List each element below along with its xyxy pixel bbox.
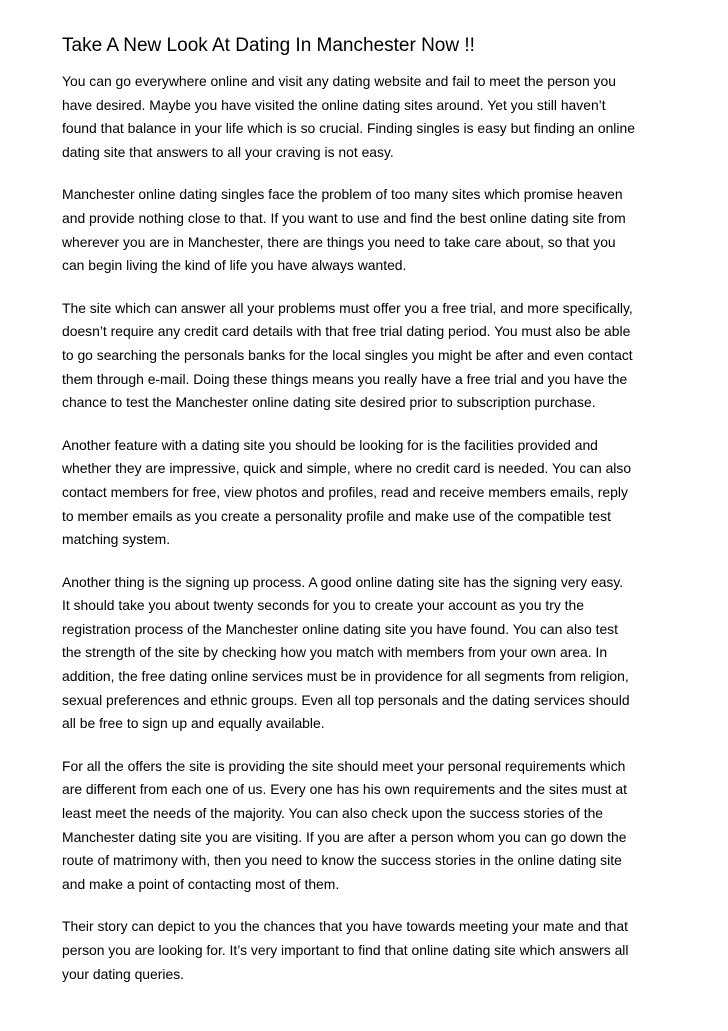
paragraph-line: doesn’t require any credit card details with that free trial dating period. You must also be able	[62, 323, 631, 340]
paragraph	[62, 915, 672, 986]
paragraph	[62, 297, 672, 415]
paragraph-line: For all the offers the site is providing the site should meet your personal requirements which	[62, 757, 626, 774]
document-body	[62, 70, 672, 986]
paragraph-line: You can go everywhere online and visit any dating website and fail to meet the person you	[62, 73, 616, 89]
paragraph-line: Another thing is the signing up process. A good online dating site has the signing very easy.	[62, 573, 624, 590]
paragraph	[62, 70, 672, 164]
paragraph-line: Manchester online dating singles face the problem of too many sites which promise heaven	[62, 186, 623, 203]
paragraph-line: route of matrimony with, then you need to know the success stories in the online dating site	[62, 852, 622, 869]
paragraph-line: all be free to sign up and equally available.	[62, 715, 325, 732]
paragraph-line: whether they are impressive, quick and simple, where no credit card is needed. You can also	[62, 460, 632, 477]
paragraph-line: your dating queries.	[62, 965, 185, 982]
paragraph-line: matching system.	[62, 531, 171, 548]
paragraph-line: to go searching the personals banks for the local singles you might be after and even contact	[62, 346, 633, 363]
paragraph-line: sexual preferences and ethnic groups. Even all top personals and the dating services should	[62, 691, 630, 708]
paragraph-line: are different from each one of us. Every one has his own requirements and the sites must at	[62, 781, 627, 798]
paragraph-line: them through e-mail. Doing these things means you really have a free trial and you have the	[62, 370, 628, 387]
paragraph-line: wherever you are in Manchester, there are things you need to take care about, so that you	[62, 233, 616, 250]
paragraph-line: and make a point of contacting most of them.	[62, 875, 340, 892]
paragraph-line: have desired. Maybe you have visited the online dating sites around. Yet you still haven’t	[62, 96, 606, 113]
paragraph-line: the strength of the site by checking how you match with members from your own area. In	[62, 644, 608, 661]
paragraph-line: least meet the needs of the majority. You can also check upon the success stories of the	[62, 805, 604, 822]
paragraph	[62, 755, 672, 897]
paragraph-line: Another feature with a dating site you should be looking for is the facilities provided and	[62, 436, 598, 453]
paragraph-line: dating site that answers to all your craving is not easy.	[62, 143, 394, 160]
paragraph-line: to member emails as you create a personality profile and make use of the compatible test	[62, 507, 611, 524]
paragraph	[62, 183, 672, 277]
paragraph-line: The site which can answer all your problems must offer you a free trial, and more specifically,	[62, 299, 633, 316]
paragraph-line: can begin living the kind of life you have always wanted.	[62, 257, 407, 274]
paragraph-line: Manchester dating site you are visiting. If you are after a person whom you can go down the	[62, 828, 627, 845]
paragraph-line: person you are looking for. It’s very important to find that online dating site which answers all	[62, 942, 629, 958]
paragraph-line: and provide nothing close to that. If you want to use and find the best online dating site from	[62, 209, 626, 226]
paragraph-line: chance to test the Manchester online dating site desired prior to subscription purchase.	[62, 394, 596, 411]
document-page	[62, 34, 672, 986]
paragraph-line: contact members for free, view photos and profiles, read and receive members emails, reply	[62, 483, 628, 500]
paragraph	[62, 434, 672, 552]
paragraph-line: addition, the free dating online services must be in providence for all segments from religion,	[62, 668, 629, 685]
paragraph-line: registration process of the Manchester online dating site you have found. You can also test	[62, 620, 618, 637]
paragraph-line: found that balance in your life which is so crucial. Finding singles is easy but finding an online	[62, 120, 635, 137]
document-title: Take A New Look At Dating In Manchester Now !!	[62, 35, 475, 56]
paragraph	[62, 571, 672, 736]
paragraph-line: Their story can depict to you the chances that you have towards meeting your mate and that	[62, 918, 628, 935]
paragraph-line: It should take you about twenty seconds for you to create your account as you try the	[62, 597, 584, 614]
